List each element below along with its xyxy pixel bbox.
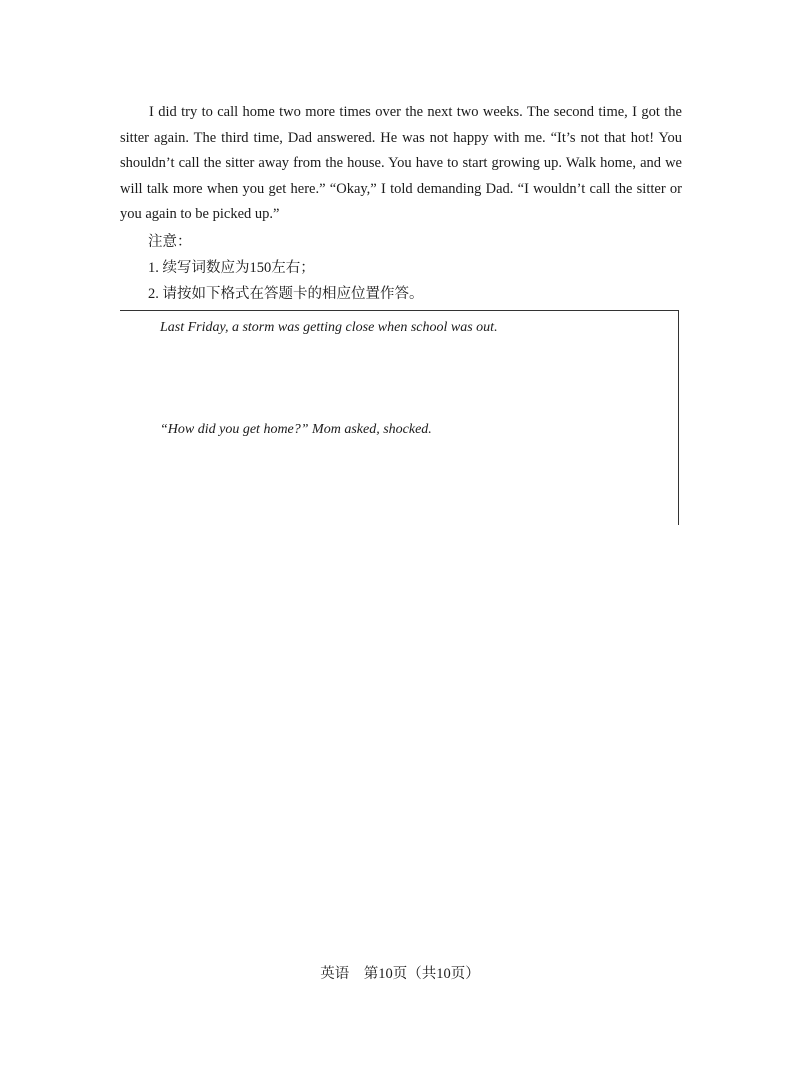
continuation-prompt-2: “How did you get home?” Mom asked, shocked.	[160, 422, 432, 437]
instruction-item-2: 2. 请按如下格式在答题卡的相应位置作答。	[148, 286, 424, 302]
passage-paragraph: I did try to call home two more times over the next two weeks. The second time, I got the sitter again. The third time, Dad answered. He was not happy with me. “It’s not that hot! You shouldn’t call the sitter away from the house. You have to start growing up. Walk home, and we will talk more when you get here.” “Okay,” I told demanding Dad. “I wouldn’t call the sitter or you again to be picked up.”	[120, 104, 682, 222]
instruction-item-1: 1. 续写词数应为150左右；	[148, 260, 315, 276]
instructions-title: 注意：	[148, 234, 192, 250]
answer-box	[120, 310, 679, 525]
reading-passage	[120, 100, 682, 228]
page-footer: 英语 第10页（共10页）	[320, 966, 480, 982]
continuation-prompt-1: Last Friday, a storm was getting close when school was out.	[160, 320, 498, 335]
instructions	[120, 229, 680, 307]
